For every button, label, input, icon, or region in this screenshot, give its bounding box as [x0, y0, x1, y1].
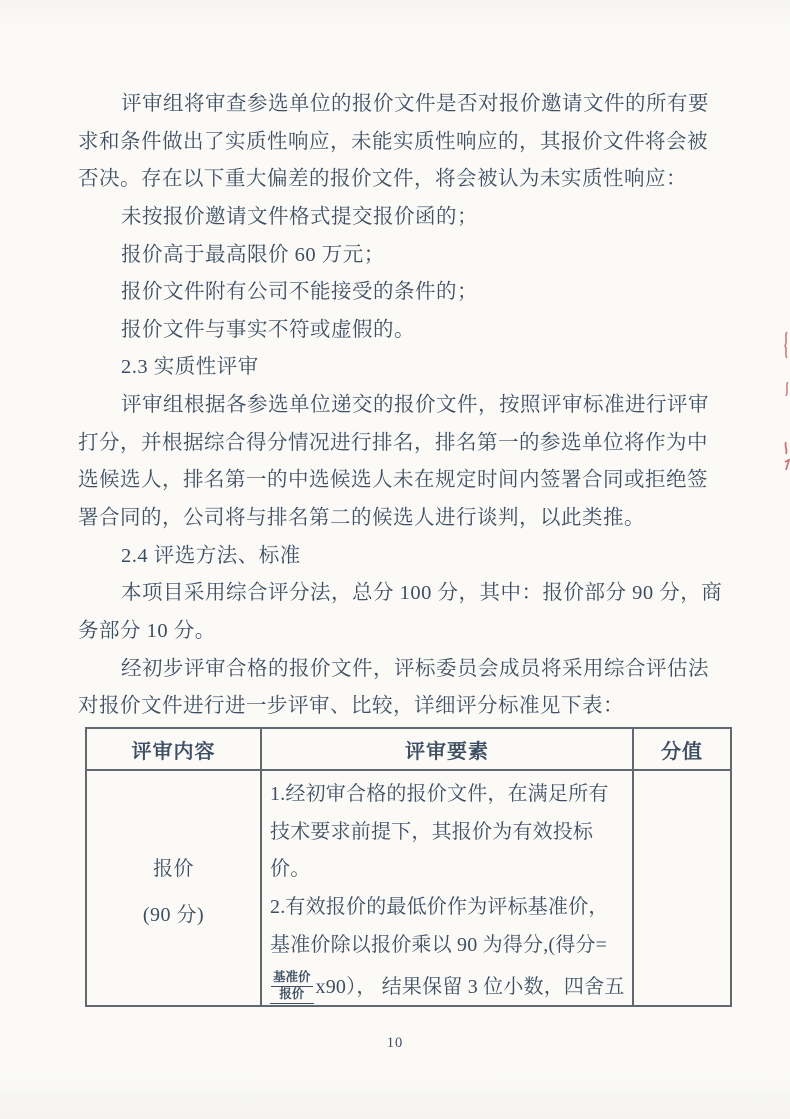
red-squiggle-icon: [780, 320, 790, 490]
table-header-row: [87, 729, 730, 771]
list-item-line: 报价文件与事实不符或虚假的。: [121, 318, 415, 341]
list-item-line: 报价高于最高限价 60 万元；: [121, 243, 385, 266]
table-row: [87, 771, 730, 1007]
score-cell: [634, 771, 730, 1007]
paragraph-line: 评审组根据各参选单位递交的报价文件，按照评审标准进行评审: [121, 394, 709, 417]
paragraph-line: 务部分 10 分。: [78, 619, 216, 642]
page-number: 10: [386, 1035, 404, 1051]
list-item-line: 报价文件附有公司不能接受的条件的；: [121, 281, 478, 304]
paragraph-line: 评审组将审查参选单位的报价文件是否对报价邀请文件的所有要: [121, 93, 709, 115]
element-line: 技术要求前提下，其报价为有效投标: [270, 820, 594, 843]
element-line: 基准价除以报价乘以 90 为得分,(得分=: [270, 933, 608, 956]
element-line: 1.经初审合格的报价文件，在满足所有: [270, 783, 609, 805]
fraction: [270, 970, 314, 1003]
paragraph-line: 选候选人，排名第一的中选候选人未在规定时间内签署合同或拒绝签: [78, 469, 708, 492]
paragraph-line: 打分，并根据综合得分情况进行排名，排名第一的参选单位将作为中: [78, 431, 708, 454]
element-line: 价。: [270, 858, 311, 881]
table-header-content: 评审内容: [87, 729, 262, 769]
element-line: 2.有效报价的最低价作为评标基准价，: [270, 896, 609, 919]
paragraph-line: 经初步评审合格的报价文件，评标委员会成员将采用综合评估法: [121, 657, 709, 680]
evaluation-criteria-table: [85, 727, 732, 1007]
formula-suffix: x90）， 结果保留 3 位小数，四舍五: [315, 976, 625, 999]
section-heading-2-4: 2.4 评选方法、标准: [121, 544, 301, 567]
paragraph-line: 对报价文件进行进一步评审、比较，详细评分标准见下表：: [78, 695, 624, 718]
elements-cell: [262, 771, 634, 1007]
score-formula: [270, 964, 632, 1005]
fraction-numerator: 基准价: [271, 970, 313, 987]
paragraph-line: 本项目采用综合评分法，总分 100 分，其中：报价部分 90 分，商: [121, 582, 723, 605]
paragraph-line: 署合同的，公司将与排名第二的候选人进行谈判，以此类推。: [78, 507, 645, 530]
table-header-score: 分值: [661, 740, 703, 763]
section-heading-2-3: 2.3 实质性评审: [121, 356, 259, 379]
content-title: 报价: [153, 857, 194, 880]
paragraph-line: 否决。存在以下重大偏差的报价文件，将会被认为未实质性响应：: [78, 168, 687, 191]
list-item-line: 未按报价邀请文件格式提交报价函的；: [121, 205, 478, 228]
content-cell: [87, 771, 262, 1007]
content-score: (90 分): [142, 903, 205, 926]
body-text: [78, 86, 728, 726]
table-header-elements: 评审要素: [262, 729, 634, 769]
fraction-denominator: 报价: [279, 986, 305, 1001]
red-margin-marks: [780, 320, 790, 490]
paragraph-line: 求和条件做出了实质性响应，未能实质性响应的，其报价文件将会被: [78, 130, 708, 153]
